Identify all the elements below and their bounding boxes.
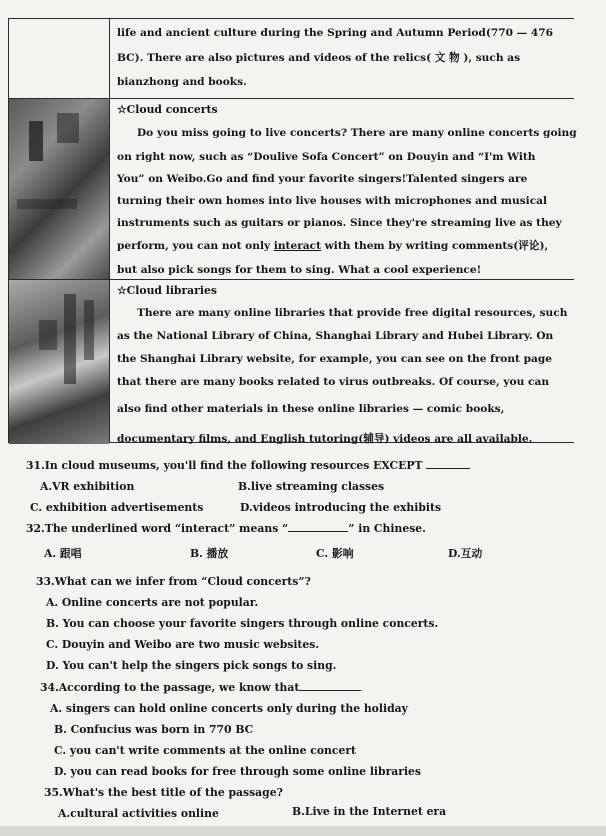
cloud-concerts-section <box>117 99 577 283</box>
passage-line: bianzhong and books. <box>117 76 247 88</box>
cloud-libraries-section <box>117 280 574 454</box>
answer-blank[interactable] <box>426 460 470 469</box>
passage-line: the Shanghai Library website, for example, you can see on the front page <box>117 353 553 365</box>
option[interactable]: A.VR exhibition <box>40 480 135 493</box>
passage-line: There are many online libraries that provide free digital resources, such <box>137 307 568 319</box>
passage-table <box>8 18 577 445</box>
passage-line: life and ancient culture during the Spring and Autumn Period(770 — 476 <box>117 27 554 39</box>
passage-line: Do you miss going to live concerts? There are many online concerts going <box>137 127 577 139</box>
column-divider <box>109 19 110 442</box>
option[interactable]: B.live streaming classes <box>238 480 385 493</box>
option[interactable]: D.videos introducing the exhibits <box>240 501 442 514</box>
option[interactable]: B.Live in the Internet era <box>292 805 447 818</box>
passage-line: that there are many books related to virus outbreaks. Of course, you can <box>117 376 550 388</box>
passage-line: turning their own homes into live houses with microphones and musical <box>117 194 548 207</box>
section-heading: ☆Cloud concerts <box>117 103 218 116</box>
option[interactable]: D. you can read books for free through some online libraries <box>54 765 421 778</box>
library-photo <box>9 280 109 444</box>
passage-line: perform, you can not only interact with them by writing comments(评论), <box>117 239 549 252</box>
option[interactable]: D. You can't help the singers pick songs to sing. <box>46 659 337 672</box>
concert-photo <box>9 99 109 279</box>
passage-line: on right now, such as “Doulive Sofa Concert” on Douyin and “I'm With <box>117 150 536 163</box>
passage-top-text <box>117 21 574 95</box>
underlined-word: interact <box>273 239 321 252</box>
question-35: 35.What's the best title of the passage? <box>44 786 283 799</box>
question-34: 34.According to the passage, we know that <box>40 681 361 694</box>
option[interactable]: B. Confucius was born in 770 BC <box>54 723 254 736</box>
question-32: 32.The underlined word “interact” means “ ” in Chinese. <box>26 522 426 535</box>
passage-line: as the National Library of China, Shanghai Library and Hubei Library. On <box>117 330 554 342</box>
passage-line: instruments such as guitars or pianos. Since they're streaming live as they <box>117 216 562 229</box>
passage-line: BC). There are also pictures and videos of the relics( 文 物 ), such as <box>117 51 521 64</box>
passage-line: You” on Weibo.Go and find your favorite singers!Talented singers are <box>117 172 528 185</box>
passage-line: documentary films, and English tutoring(辅导) videos are all available. <box>117 433 533 445</box>
option[interactable]: C. you can't write comments at the online concert <box>54 744 357 757</box>
question-31: 31.In cloud museums, you'll find the following resources EXCEPT <box>26 459 470 472</box>
option[interactable]: A. Online concerts are not popular. <box>46 596 259 609</box>
option[interactable]: A. 跟唱 <box>44 547 82 560</box>
page-edge <box>0 826 606 836</box>
option[interactable]: B. 播放 <box>190 547 229 560</box>
answer-blank[interactable] <box>299 682 361 691</box>
passage-line: but also pick songs for them to sing. What a cool experience! <box>117 264 482 276</box>
answer-blank[interactable] <box>288 523 348 532</box>
passage-line: also find other materials in these online libraries — comic books, <box>117 403 505 415</box>
option[interactable]: C. Douyin and Weibo are two music websites. <box>46 638 320 651</box>
option[interactable]: A.cultural activities online <box>58 807 219 820</box>
section-heading: ☆Cloud libraries <box>117 284 217 297</box>
option[interactable]: D.互动 <box>448 547 483 560</box>
option[interactable]: A. singers can hold online concerts only during the holiday <box>50 702 408 715</box>
option[interactable]: C. 影响 <box>316 547 354 560</box>
option[interactable]: B. You can choose your favorite singers through online concerts. <box>46 617 439 630</box>
option[interactable]: C. exhibition advertisements <box>30 501 204 514</box>
question-33: 33.What can we infer from “Cloud concerts”? <box>36 575 311 588</box>
